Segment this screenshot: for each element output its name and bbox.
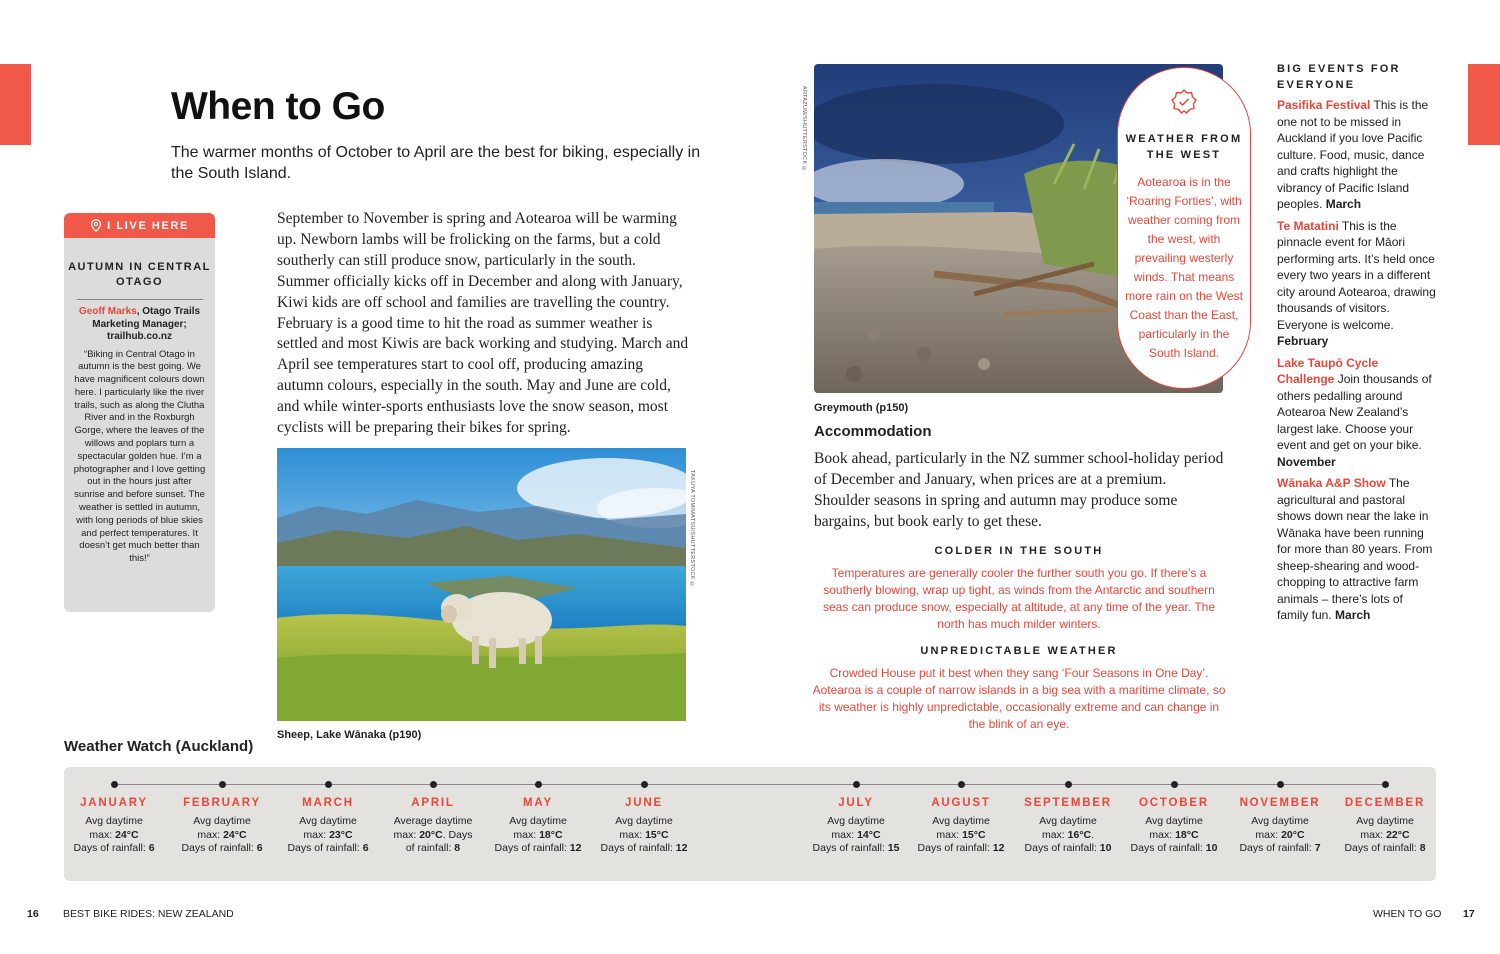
month-stats [1119, 815, 1229, 856]
stat-label: max: [936, 828, 963, 841]
month-stats [59, 815, 169, 856]
weather-month [906, 797, 1016, 856]
rainfall-days: 10 [1205, 842, 1218, 855]
stat-label: max: [619, 828, 646, 841]
rainfall-days: 15 [887, 842, 900, 855]
stat-label: Avg daytime [615, 815, 673, 827]
accommodation-text: Book ahead, particularly in the NZ summer school-holiday period of December and January, when prices are at a premium. Shoulder seasons in spring and autumn may produce some bargains, but book early to get these. [814, 450, 1224, 530]
event-month: March [1335, 608, 1371, 622]
avg-max-temp: 23°C [329, 828, 353, 841]
running-footer-left: BEST BIKE RIDES: NEW ZEALAND [63, 908, 234, 920]
page-title: When to Go [171, 85, 385, 128]
stat-label: max: [303, 828, 330, 841]
event-text: The agricultural and pastoral shows down near the lake in Wānaka have been running for more than 80 years. From sheep-shearing and wood-chopping to attractive farm animals – there’s lots of family fun. [1277, 476, 1433, 622]
unpredictable-weather-heading: UNPREDICTABLE WEATHER [920, 645, 1118, 657]
weather-from-the-west-title: WEATHER FROM THE WEST [1125, 133, 1243, 161]
month-stats [483, 815, 593, 856]
month-stats [273, 815, 383, 856]
stat-label: Avg daytime [1251, 815, 1309, 827]
weather-month [1225, 797, 1335, 856]
stat-label: Avg daytime [509, 815, 567, 827]
month-stats [589, 815, 699, 856]
weather-from-the-west-box [1117, 67, 1251, 389]
sheep-lake-wanaka-photo [277, 448, 686, 721]
avg-max-temp: 22°C [1386, 828, 1410, 841]
i-live-here-quote: “Biking in Central Otago in autumn is the best going. We have magnificent colours down here. I particularly like the river trails, such as along the Clutha River and in the Roxburgh Gorge, where the leaves of the willows and poplars turn a spectacular golden hue. I’m a photographer and I love getting out in the hours just after sunrise and before sunset. The weather is settled in autumn, with long periods of blue skies and perfect temperatures. It doesn’t get much better than this!” [73, 348, 206, 565]
stat-label: . Days [442, 828, 473, 841]
event-name: Pasifika Festival [1277, 98, 1371, 112]
rainfall-days: 8 [1419, 842, 1426, 855]
beach-photo-credit: ARTAZUM/SHUTTERSTOCK © [801, 86, 807, 173]
stat-label: Days of rainfall: [181, 842, 257, 855]
stat-label: max: [393, 828, 420, 841]
event-item [1277, 475, 1437, 624]
stat-label: Avg daytime [1356, 815, 1414, 827]
event-text: Join thousands of others pedalling around Aotearoa New Zealand’s largest lake. Choose your event and get on your bike. [1277, 372, 1432, 452]
stat-label: max: [1255, 828, 1282, 841]
timeline-dot [958, 781, 965, 788]
month-name: JANUARY [80, 797, 148, 809]
stat-label: max: [89, 828, 116, 841]
month-stats [1330, 815, 1440, 856]
avg-max-temp: 18°C [539, 828, 563, 841]
divider [77, 299, 203, 300]
timeline-dot [219, 781, 226, 788]
event-item [1277, 355, 1437, 471]
stat-label: Avg daytime [299, 815, 357, 827]
stat-label: Avg daytime [932, 815, 990, 827]
section-tab-right [1468, 64, 1500, 145]
stat-label: Avg daytime [1145, 815, 1203, 827]
unpredictable-weather-text: Crowded House put it best when they sang ‘Four Seasons in One Day’. Aotearoa is a couple of narrow islands in a big sea with a maritime climate, so its weather is highly unpredictable, occasionally extreme and can change in the blink of an eye. [812, 666, 1226, 731]
timeline-dot [1382, 781, 1389, 788]
i-live-here-header [64, 213, 215, 238]
beach-photo-caption: Greymouth (p150) [814, 402, 909, 414]
rainfall-days: 10 [1099, 842, 1112, 855]
avg-max-temp: 24°C [115, 828, 139, 841]
month-stats [801, 815, 911, 856]
month-name: AUGUST [931, 797, 991, 809]
avg-max-temp: 20°C [1281, 828, 1305, 841]
month-name: DECEMBER [1344, 797, 1426, 809]
stat-label: Avg daytime [1039, 815, 1097, 827]
weather-month [483, 797, 593, 856]
month-stats [167, 815, 277, 856]
badge-check-icon [1170, 88, 1198, 116]
timeline-dot [111, 781, 118, 788]
weather-month [1119, 797, 1229, 856]
rainfall-days: 6 [256, 842, 263, 855]
stat-label: Days of rainfall: [1344, 842, 1420, 855]
weather-month [273, 797, 383, 856]
avg-max-temp: 16°C [1067, 828, 1092, 841]
running-footer-right: WHEN TO GO [1373, 908, 1442, 920]
standfirst: The warmer months of October to April are the best for biking, especially in the South Island. [171, 144, 701, 182]
stat-label: Days of rainfall: [1024, 842, 1100, 855]
i-live-here-label: I LIVE HERE [107, 219, 189, 232]
stat-label: Avg daytime [193, 815, 251, 827]
colder-in-the-south-heading: COLDER IN THE SOUTH [934, 545, 1104, 557]
body-text: September to November is spring and Aotearoa will be warming up. Newborn lambs will be frolicking on the farms, but a cold southerly can still produce snow, particularly in the south. Summer officially kicks off in December and along with January, Kiwi kids are off school and families are travelling the country. February is a good time to hit the road as summer weather is settled and most Kiwis are back working and studying. March and April see temperatures start to cool off, producing amazing autumn colours, especially in the south. May and June are cold, and while winter-sports enthusiasts love the snow season, most cyclists will be preparing their bikes for spring. [277, 210, 689, 437]
avg-max-temp: 20°C [419, 828, 443, 841]
rainfall-days: 12 [992, 842, 1005, 855]
month-name: JUNE [625, 797, 663, 809]
month-stats [1013, 815, 1123, 856]
stat-label: max: [1041, 828, 1068, 841]
stat-label: Days of rainfall: [1130, 842, 1206, 855]
event-text: This is the one not to be missed in Auckland if you love Pacific culture. Food, music, dance and crafts highlight the vibrancy of Pacific Island peoples. [1277, 98, 1429, 211]
weather-from-the-west-text: Aotearoa is in the ‘Roaring Forties’, with weather coming from the west, with prevailing westerly winds. That means more rain on the West Coast than the East, particularly in the South Island. [1125, 175, 1243, 360]
stat-label: Days of rainfall: [494, 842, 570, 855]
contributor-name: Geoff Marks [78, 306, 137, 317]
event-name: Lake Taupō Cycle Challenge [1277, 355, 1379, 386]
avg-max-temp: 15°C [645, 828, 669, 841]
month-name: MAY [523, 797, 553, 809]
event-month: November [1277, 454, 1336, 469]
stat-label: max: [197, 828, 224, 841]
avg-max-temp: 14°C [857, 828, 881, 841]
colder-in-the-south-text: Temperatures are generally cooler the further south you go. If there’s a southerly blowing, wrap up tight, as winds from the Antarctic and southern seas can produce snow, especially at altitude, at any time of the year. The north has much milder winters. [822, 566, 1215, 631]
stat-label: Days of rainfall: [1239, 842, 1315, 855]
event-name: Te Matatini [1277, 218, 1339, 233]
timeline-dot [641, 781, 648, 788]
sheep-photo-caption: Sheep, Lake Wānaka (p190) [277, 729, 422, 741]
big-events-title: BIG EVENTS FOR EVERYONE [1277, 63, 1401, 91]
month-name: JULY [838, 797, 874, 809]
timeline-dot [430, 781, 437, 788]
weather-watch-heading: Weather Watch (Auckland) [64, 738, 254, 755]
month-name: APRIL [411, 797, 455, 809]
stat-label: Days of rainfall: [812, 842, 888, 855]
event-name: Wānaka A&P Show [1277, 476, 1386, 490]
contributor-role: , Otago Trails Marketing Manager; trailhub.co.nz [92, 306, 201, 342]
stat-label: Avg daytime [827, 815, 885, 827]
month-name: SEPTEMBER [1024, 797, 1112, 809]
weather-month [589, 797, 699, 856]
weather-month [1330, 797, 1440, 856]
event-text: This is the pinnacle event for Māori performing arts. It’s held once every two years in a different city around Aotearoa, drawing thousands of visitors. Everyone is welcome. [1277, 218, 1436, 332]
stat-label: Average daytime [393, 815, 473, 827]
timeline-dot [535, 781, 542, 788]
page-number-left: 16 [27, 908, 39, 920]
big-events-column [1277, 61, 1437, 629]
accommodation-heading: Accommodation [814, 423, 932, 440]
weather-watch-timeline [112, 784, 1389, 785]
month-stats [378, 815, 488, 856]
stat-label: max: [831, 828, 858, 841]
stat-label: max: [1149, 828, 1176, 841]
stat-label: Days of rainfall: [917, 842, 993, 855]
timeline-dot [853, 781, 860, 788]
timeline-dot [1277, 781, 1284, 788]
i-live-here-credit [64, 306, 215, 344]
i-live-here-box [64, 213, 215, 612]
location-pin-icon [90, 219, 102, 232]
rainfall-days: 12 [569, 842, 582, 855]
timeline-dot [1065, 781, 1072, 788]
month-name: FEBRUARY [183, 797, 261, 809]
i-live-here-title: AUTUMN IN CENTRAL OTAGO [68, 261, 211, 288]
sheep-photo-credit: TAKUYA TOMIMATSU/SHUTTERSTOCK © [689, 470, 695, 588]
avg-max-temp: 18°C [1175, 828, 1199, 841]
stat-label: max: [513, 828, 540, 841]
stat-label: max: [1360, 828, 1387, 841]
month-name: NOVEMBER [1239, 797, 1321, 809]
event-month: February [1277, 334, 1329, 348]
avg-max-temp: 24°C [223, 828, 247, 841]
stat-label: of rainfall: [405, 842, 455, 855]
event-month: March [1325, 197, 1362, 211]
month-stats [1225, 815, 1335, 856]
page-number-right: 17 [1463, 908, 1475, 920]
event-item [1277, 97, 1437, 213]
avg-max-temp: 15°C [962, 828, 986, 841]
timeline-dot [325, 781, 332, 788]
event-item [1277, 218, 1437, 350]
rainfall-days: 6 [362, 842, 369, 855]
weather-month [1013, 797, 1123, 856]
weather-month [59, 797, 169, 856]
stat-label: Avg daytime [85, 815, 143, 827]
stat-label: Days of rainfall: [287, 842, 363, 855]
rainfall-days: 12 [675, 842, 688, 855]
weather-month [378, 797, 488, 856]
weather-month [801, 797, 911, 856]
rainfall-days: 7 [1314, 842, 1321, 855]
stat-label: . [1091, 828, 1095, 841]
month-name: MARCH [302, 797, 354, 809]
timeline-dot [1171, 781, 1178, 788]
stat-label: Days of rainfall: [600, 842, 676, 855]
rainfall-days: 8 [454, 842, 461, 855]
section-tab-left [0, 64, 31, 145]
month-stats [906, 815, 1016, 856]
rainfall-days: 6 [148, 842, 155, 855]
month-name: OCTOBER [1139, 797, 1209, 809]
stat-label: Days of rainfall: [73, 842, 149, 855]
weather-month [167, 797, 277, 856]
